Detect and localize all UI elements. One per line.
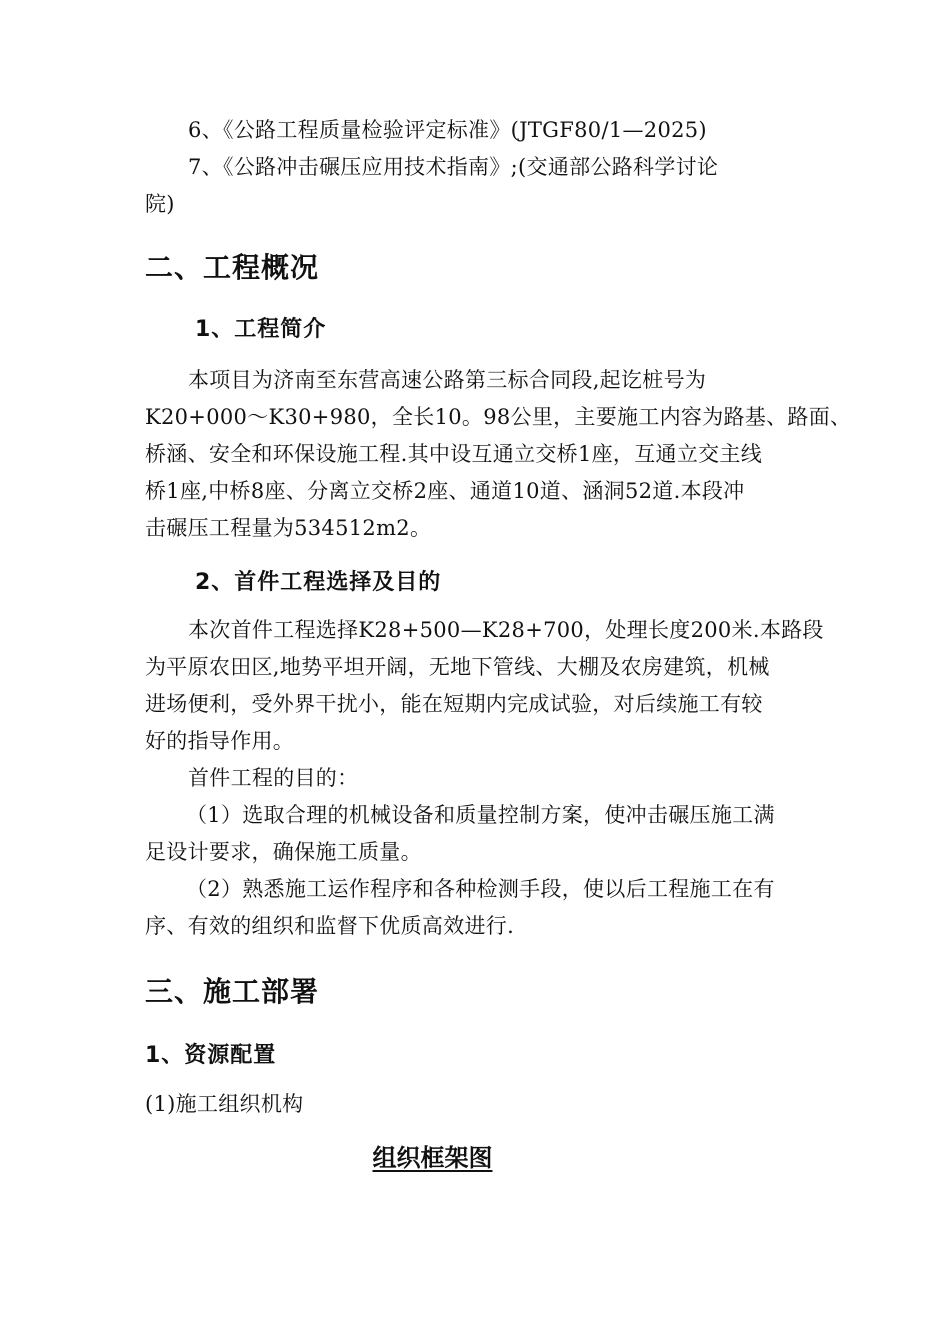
paragraph-line: 本次首件工程选择K28+500—K28+700，处理长度200米.本路段 [188,618,824,642]
list-item-organization: (1)施工组织机构 [145,1092,304,1116]
reference-item-7-continued: 院) [145,192,175,216]
reference-item-6: 6、《公路工程质量检验评定标准》(JTGF80/1—2025) [188,118,707,142]
paragraph-line: 桥1座,中桥8座、分离立交桥2座、通道10道、涵洞52道.本段冲 [145,479,745,503]
purpose-item-1-continued: 足设计要求，确保施工质量。 [145,840,422,864]
figure-title: 组织框架图 [372,1144,493,1172]
purpose-item-1: （1）选取合理的机械设备和质量控制方案，使冲击碾压施工满 [186,803,775,827]
paragraph-line: 桥涵、安全和环保设施工程.其中设互通立交桥1座，互通立交主线 [145,442,763,466]
section-heading-deployment: 三、施工部署 [145,975,320,1008]
paragraph-line: K20+000～K30+980，全长10。98公里，主要施工内容为路基、路面、 [145,405,852,429]
purpose-item-2: （2）熟悉施工运作程序和各种检测手段，使以后工程施工在有 [186,877,775,901]
section-heading-overview: 二、工程概况 [145,251,320,284]
subsection-heading-first-work: 2、首件工程选择及目的 [195,570,442,595]
subsection-heading-intro: 1、工程简介 [195,317,327,342]
paragraph-line: 好的指导作用。 [145,729,295,753]
paragraph-line: 为平原农田区,地势平坦开阔，无地下管线、大棚及农房建筑，机械 [145,655,770,679]
paragraph-line: 击碾压工程量为534512m2。 [145,516,432,540]
purpose-item-2-continued: 序、有效的组织和监督下优质高效进行. [145,914,515,938]
paragraph-line: 进场便利，受外界干扰小，能在短期内完成试验，对后续施工有较 [145,692,763,716]
reference-item-7: 7、《公路冲击碾压应用技术指南》;(交通部公路科学讨论 [188,155,719,179]
paragraph-line: 本项目为济南至东营高速公路第三标合同段,起讫桩号为 [188,368,707,392]
purpose-label: 首件工程的目的： [188,766,359,790]
subsection-heading-resources: 1、资源配置 [145,1043,277,1068]
